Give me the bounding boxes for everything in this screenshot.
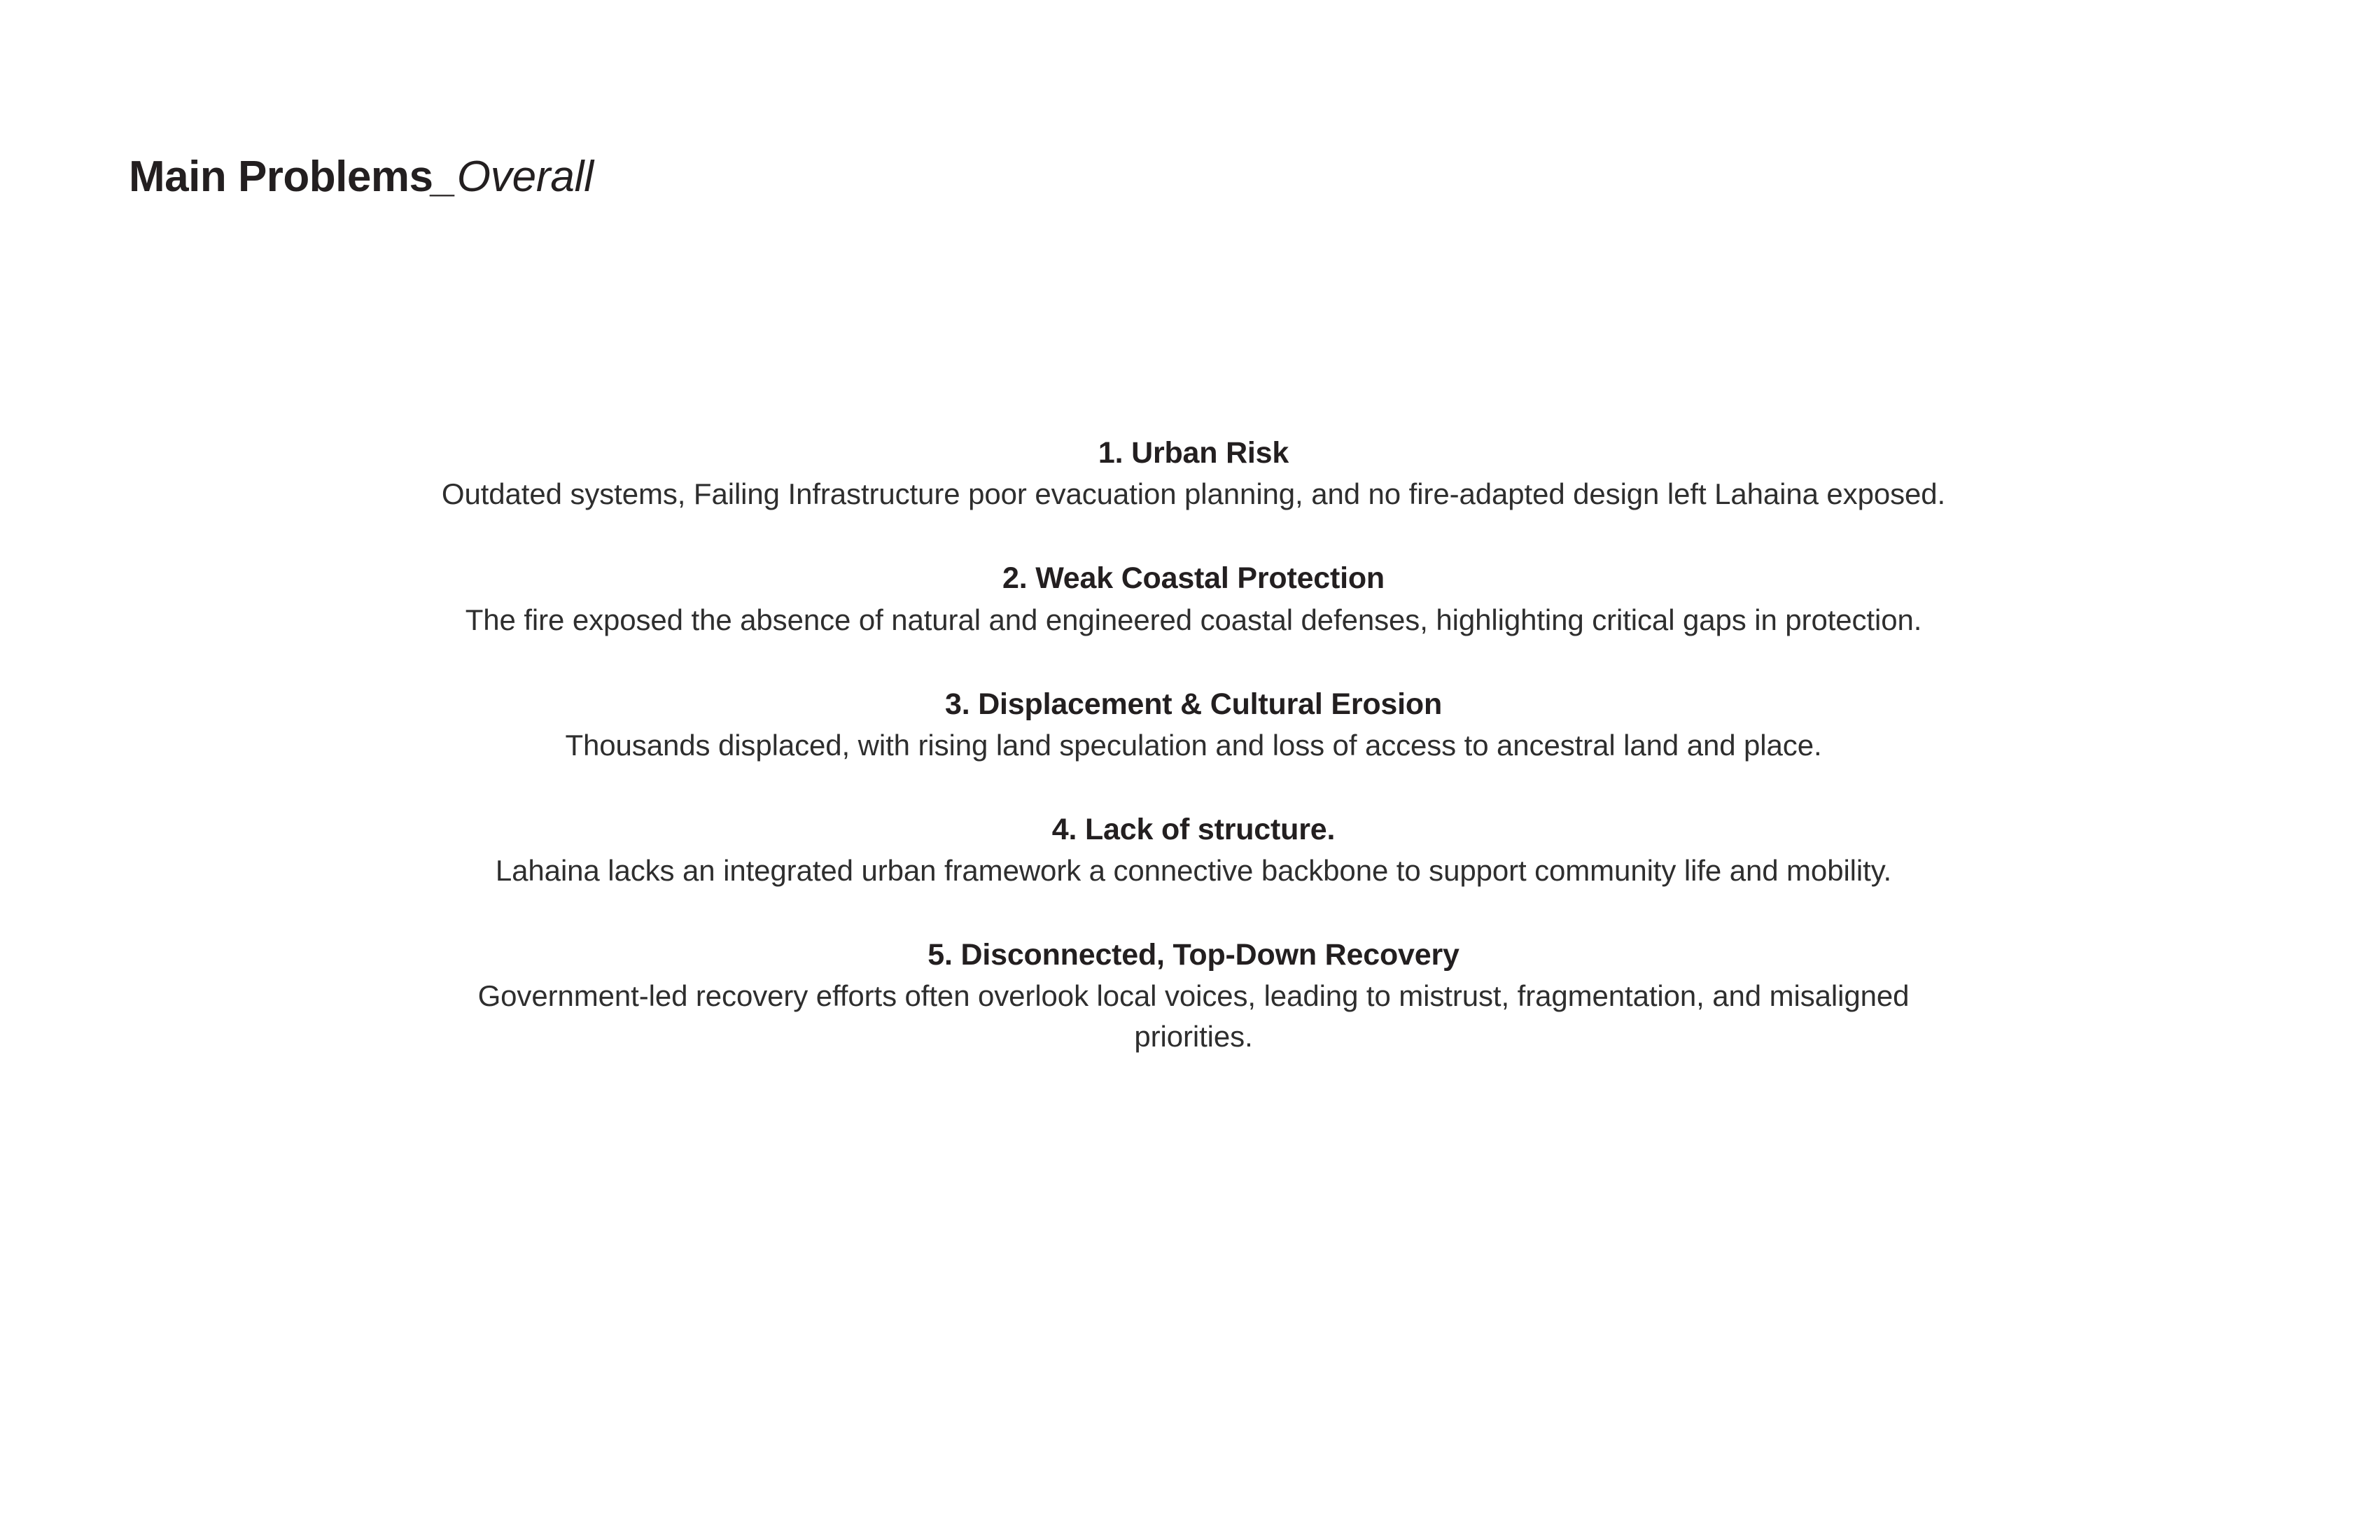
problem-heading: 3. Displacement & Cultural Erosion [944, 687, 1443, 721]
page-title [129, 154, 594, 200]
problem-description: Outdated systems, Failing Infrastructure poor evacuation planning, and no fire-adapted design left Lahaina exposed. [441, 477, 1946, 511]
problem-item [433, 684, 1954, 766]
problem-item [433, 558, 1954, 640]
page-title-main: Main Problems [129, 152, 433, 201]
problem-heading: 2. Weak Coastal Protection [1002, 561, 1385, 596]
problems-list [433, 433, 1954, 1057]
problem-description: The fire exposed the absence of natural and engineered coastal defenses, highlighting critical gaps in protection. [465, 603, 1922, 636]
problem-heading: 1. Urban Risk [1098, 436, 1289, 470]
problem-description: Thousands displaced, with rising land speculation and loss of access to ancestral land and place. [565, 728, 1822, 762]
problem-description: Lahaina lacks an integrated urban framework a connective backbone to support community life and mobility. [495, 854, 1892, 888]
problem-item [433, 934, 1954, 1057]
problem-heading: 5. Disconnected, Top-Down Recovery [927, 938, 1460, 972]
problem-item [433, 433, 1954, 514]
page-title-subtitle: _Overall [433, 152, 594, 201]
problem-heading: 4. Lack of structure. [1051, 812, 1336, 846]
problem-item [433, 809, 1954, 891]
problem-description: Government-led recovery efforts often overlook local voices, leading to mistrust, fragmentation, and misaligned priorities. [477, 979, 1910, 1054]
